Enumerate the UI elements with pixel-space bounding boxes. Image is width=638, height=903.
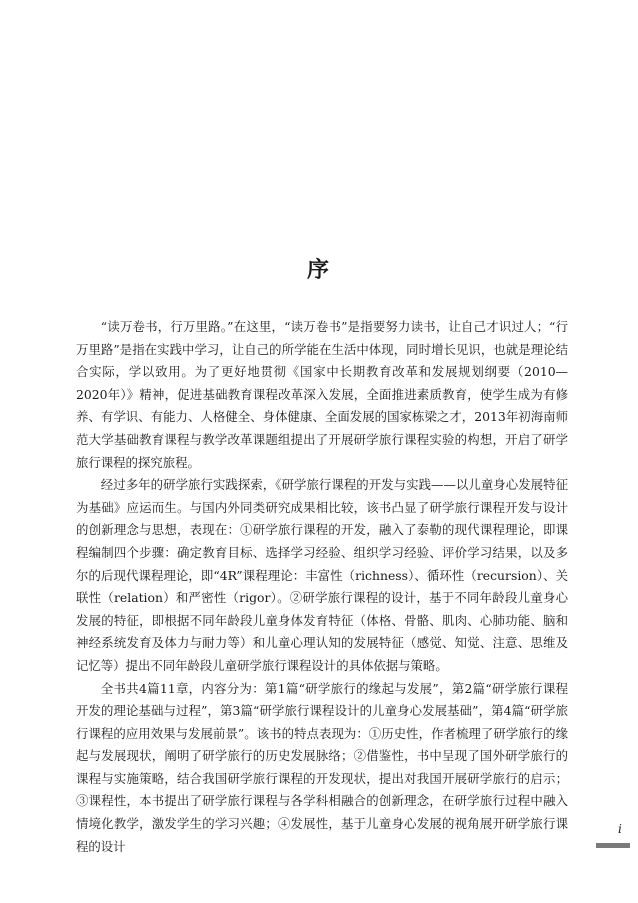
- page-number-rule: [596, 843, 630, 848]
- body-text: [76, 316, 568, 858]
- paragraph-3: 全书共4篇11章，内容分为：第1篇“研学旅行的缘起与发展”，第2篇“研学旅行课程开发的理论基础与过程”，第3篇“研学旅行课程设计的儿童身心发展基础”，第4篇“研学旅行课程的应用效果与发展前景”。该书的特点表现为：①历史性，作者梳理了研学旅行的缘起与发展现状，阐明了研学旅行的历史发展脉络；②借鉴性，书中呈现了国外研学旅行的课程与实施策略，结合我国研学旅行课程的开发现状，提出对我国开展研学旅行的启示；③课程性，本书提出了研学旅行课程与各学科相融合的创新理念，在研学旅行过程中融入情境化教学，激发学生的学习兴趣；④发展性，基于儿童身心发展的视角展开研学旅行课程的设计: [76, 680, 568, 854]
- page-number: i: [618, 822, 622, 836]
- paragraph-1: “读万卷书，行万里路。”在这里，“读万卷书”是指要努力读书，让自己才识过人；“行万里路”是指在实践中学习，让自己的所学能在生活中体现，同时增长见识，也就是理论结合实际，学以致用。为了更好地贯彻《国家中长期教育改革和发展规划纲要（2010—2020年）》精神，促进基础教育课程改革深入发展，全面推进素质教育，使学生成为有修养、有学识、有能力、人格健全、身体健康、全面发展的国家栋梁之才，2013年初海南师范大学基础教育课程与教学改革课题组提出了开展研学旅行课程实验的构想，开启了研学旅行课程的探究旅程。: [76, 319, 568, 470]
- paragraph-2: 经过多年的研学旅行实践探索，《研学旅行课程的开发与实践——以儿童身心发展特征为基础》应运而生。与国内外同类研究成果相比较，该书凸显了研学旅行课程开发与设计的创新理念与思想，表现在：①研学旅行课程的开发，融入了泰勒的现代课程理论，即课程编制四个步骤：确定教育目标、选择学习经验、组织学习经验、评价学习结果，以及多尔的后现代课程理论，即“4R”课程理论：丰富性（richness）、循环性（recursion）、关联性（relation）和严密性（rigor）。②研学旅行课程的设计，基于不同年龄段儿童身心发展的特征，即根据不同年龄段儿童身体发育特征（体格、骨骼、肌肉、心肺功能、脑和神经系统发育及体力与耐力等）和儿童心理认知的发展特征（感觉、知觉、注意、思维及记忆等）提出不同年龄段儿童研学旅行课程设计的具体依据与策略。: [76, 477, 568, 673]
- page-title: 序: [306, 257, 331, 283]
